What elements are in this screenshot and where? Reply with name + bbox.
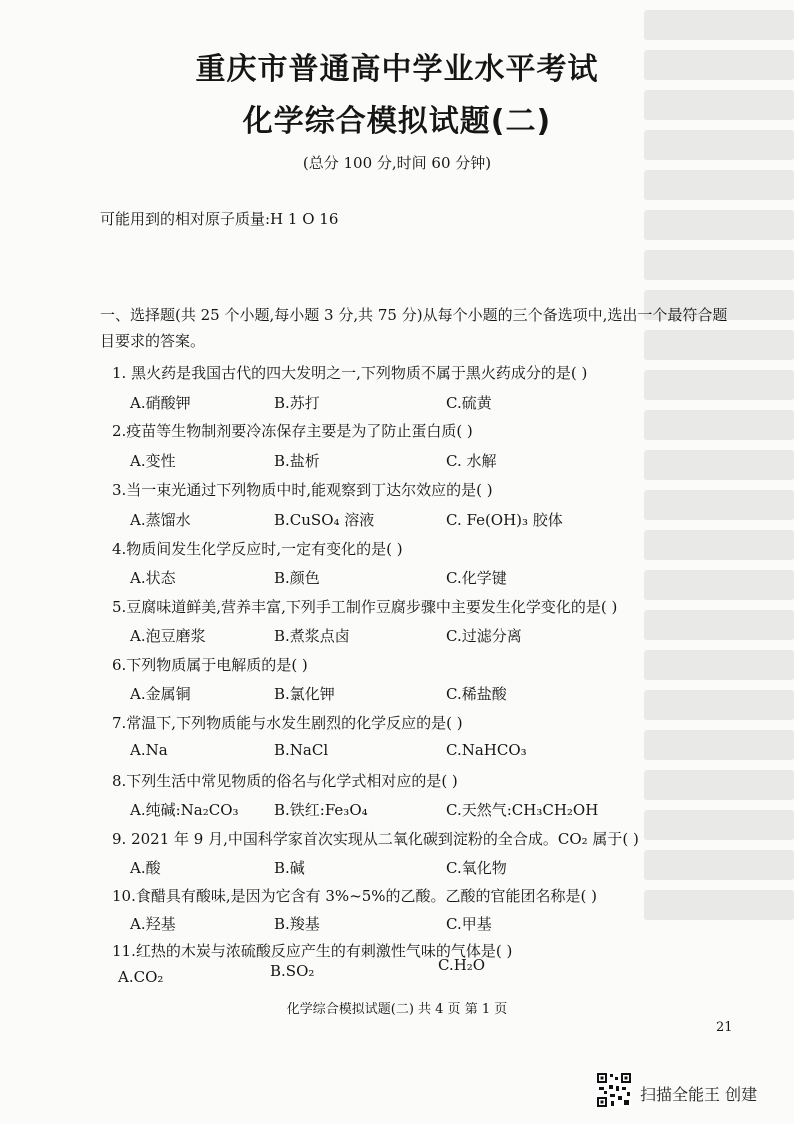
question-6-option-b: B.氯化钾 [274,685,335,703]
question-9-option-b: B.碱 [274,859,305,877]
question-7-stem: 7.常温下,下列物质能与水发生剧烈的化学反应的是( ) [112,714,463,732]
question-8-option-b: B.铁红:Fe₃O₄ [274,801,368,819]
question-8-stem: 8.下列生活中常见物质的俗名与化学式相对应的是( ) [112,772,458,790]
question-4-option-a: A.状态 [130,569,176,587]
question-9-option-c: C.氧化物 [446,859,507,877]
question-6-option-c: C.稀盐酸 [446,685,507,703]
question-11-option-a: A.CO₂ [118,968,164,986]
question-7-option-c: C.NaHCO₃ [446,741,527,759]
question-4-option-b: B.颜色 [274,569,320,587]
question-5-option-c: C.过滤分离 [446,627,522,645]
question-4-option-c: C.化学键 [446,569,507,587]
question-11-option-b: B.SO₂ [270,962,315,980]
question-11-option-c: C.H₂O [438,956,486,974]
question-10-stem: 10.食醋具有酸味,是因为它含有 3%~5%的乙酸。乙酸的官能团名称是( ) [112,887,598,905]
question-6-option-a: A.金属铜 [130,685,191,703]
question-1-stem: 1. 黑火药是我国古代的四大发明之一,下列物质不属于黑火药成分的是( ) [112,364,588,382]
question-10-option-b: B.羧基 [274,915,320,933]
question-7-option-b: B.NaCl [274,741,329,759]
question-2-option-c: C. 水解 [446,452,497,470]
question-9-stem: 9. 2021 年 9 月,中国科学家首次实现从二氧化碳到淀粉的全合成。CO₂ 属于( ) [112,830,639,848]
question-2-option-b: B.盐析 [274,452,320,470]
question-8-option-a: A.纯碱:Na₂CO₃ [130,801,239,819]
atomic-masses-note: 可能用到的相对原子质量:H 1 O 16 [100,210,339,228]
question-6-stem: 6.下列物质属于电解质的是( ) [112,656,308,674]
question-8-option-c: C.天然气:CH₃CH₂OH [446,801,599,819]
section-heading: 一、选择题(共 25 个小题,每小题 3 分,共 75 分)从每个小题的三个备选项中,选出一个最符合题目要求的答案。 [100,306,728,350]
question-2-option-a: A.变性 [130,452,176,470]
question-4-stem: 4.物质间发生化学反应时,一定有变化的是( ) [112,540,403,558]
question-9-option-a: A.酸 [130,859,161,877]
question-3-option-b: B.CuSO₄ 溶液 [274,511,375,529]
question-5-option-b: B.煮浆点卤 [274,627,350,645]
page-number: 21 [716,1020,733,1035]
question-10-option-a: A.羟基 [130,915,176,933]
exam-title-line2: 化学综合模拟试题(二) [242,104,552,139]
question-10-option-c: C.甲基 [446,915,492,933]
question-2-stem: 2.疫苗等生物制剂要冷冻保存主要是为了防止蛋白质( ) [112,422,473,440]
question-11-stem: 11.红热的木炭与浓硫酸反应产生的有刺激性气味的气体是( ) [112,942,513,960]
question-1-option-c: C.硫黄 [446,394,492,412]
scanner-watermark: 扫描全能王 创建 [640,1085,758,1104]
question-1-option-b: B.苏打 [274,394,320,412]
question-5-stem: 5.豆腐味道鲜美,营养丰富,下列手工制作豆腐步骤中主要发生化学变化的是( ) [112,598,618,616]
question-1-option-a: A.硝酸钾 [130,394,191,412]
question-5-option-a: A.泡豆磨浆 [130,627,206,645]
question-3-stem: 3.当一束光通过下列物质中时,能观察到丁达尔效应的是( ) [112,481,493,499]
exam-title-line1: 重庆市普通高中学业水平考试 [195,52,599,87]
question-3-option-a: A.蒸馏水 [130,511,191,529]
page-footer: 化学综合模拟试题(二) 共 4 页 第 1 页 [286,1002,508,1017]
question-7-option-a: A.Na [130,741,168,759]
qr-code-icon [596,1072,632,1108]
question-3-option-c: C. Fe(OH)₃ 胶体 [446,511,563,529]
bleed-through-shadow [624,0,794,980]
exam-subtitle: (总分 100 分,时间 60 分钟) [302,154,492,172]
